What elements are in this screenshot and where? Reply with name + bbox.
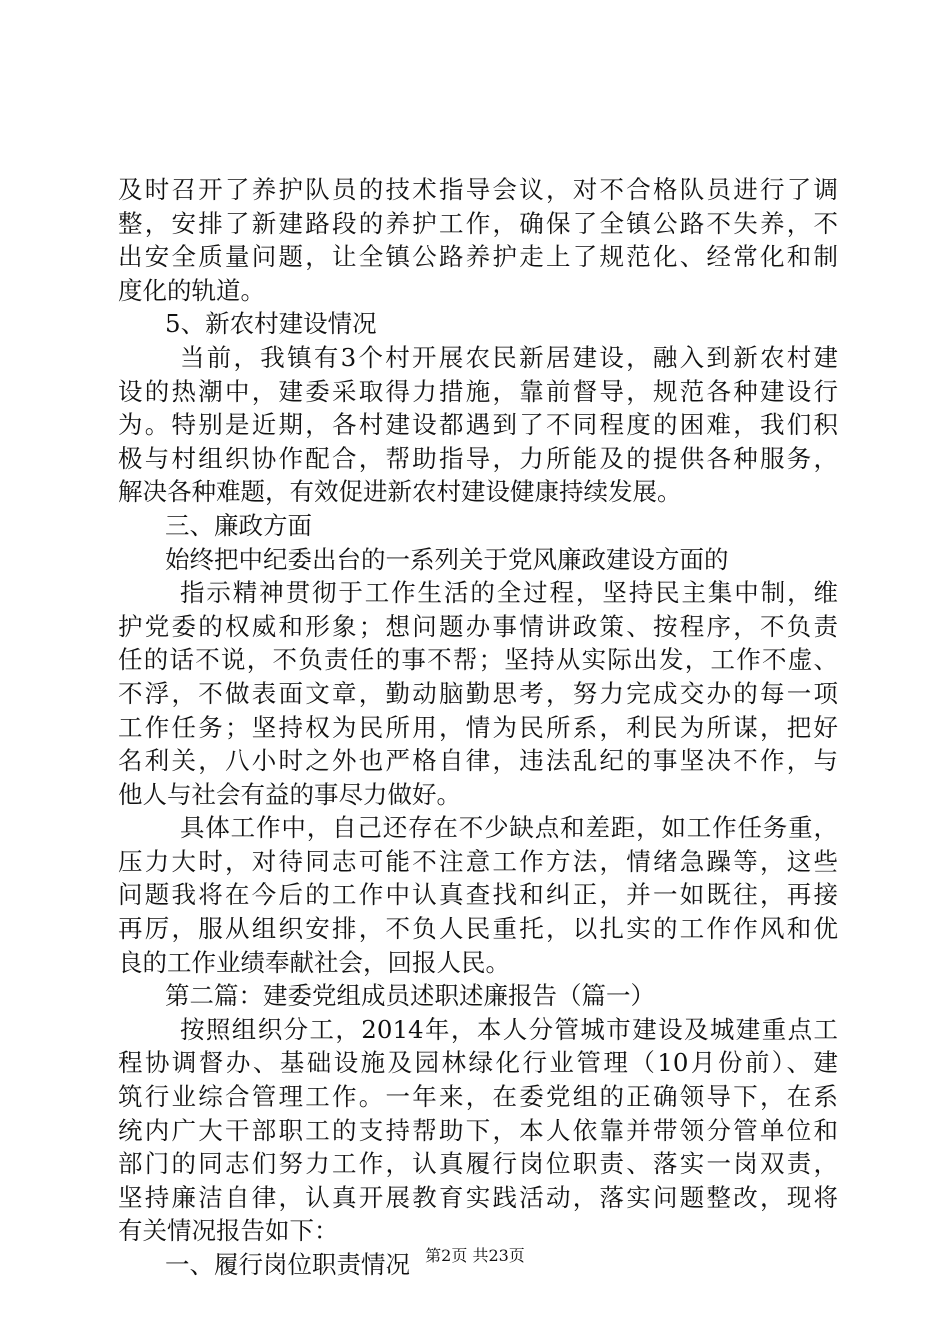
text-line: 程协调督办、基础设施及园林绿化行业管理（10月份前）、建 [118,1048,838,1078]
text-line: 不浮，不做表面文章，勤动脑勤思考，努力完成交办的每一项 [118,678,838,708]
text-line: 极与村组织协作配合，帮助指导，力所能及的提供各种服务， [118,443,838,473]
text-line: 坚持廉洁自律，认真开展教育实践活动，落实问题整改，现将 [118,1182,838,1212]
section-heading: 一、履行岗位职责情况 [165,1250,410,1279]
section-heading: 5、新农村建设情况 [165,309,377,339]
text-line: 压力大时，对待同志可能不注意工作方法，情绪急躁等，这些 [118,846,838,876]
text-line: 指示精神贯彻于工作生活的全过程，坚持民主集中制，维 [180,578,838,608]
text-line: 整，安排了新建路段的养护工作，确保了全镇公路不失养，不 [118,208,838,238]
text-line: 筑行业综合管理工作。一年来，在委党组的正确领导下，在系 [118,1082,838,1112]
section-heading: 第二篇：建委党组成员述职述廉报告（篇一） [165,981,655,1011]
text-line: 为。特别是近期，各村建设都遇到了不同程度的困难，我们积 [118,410,838,440]
text-line: 及时召开了养护队员的技术指导会议，对不合格队员进行了调 [118,175,838,204]
text-line: 解决各种难题，有效促进新农村建设健康持续发展。 [118,477,682,507]
text-line: 度化的轨道。 [118,275,265,305]
text-line: 出安全质量问题，让全镇公路养护走上了规范化、经常化和制 [118,242,838,272]
text-line: 任的话不说，不负责任的事不帮；坚持从实际出发，工作不虚、 [118,645,838,675]
text-line: 他人与社会有益的事尽力做好。 [118,779,461,809]
text-line: 护党委的权威和形象；想问题办事情讲政策、按程序，不负责 [118,611,838,641]
text-line: 始终把中纪委出台的一系列关于党风廉政建设方面的 [165,544,729,574]
text-line: 统内广大干部职工的支持帮助下，本人依靠并带领分管单位和 [118,1115,838,1145]
text-line: 具体工作中，自己还存在不少缺点和差距，如工作任务重， [180,813,838,843]
text-line: 名利关，八小时之外也严格自律，违法乱纪的事坚决不作，与 [118,746,838,776]
text-line: 当前，我镇有3个村开展农民新居建设，融入到新农村建 [180,342,838,372]
text-line: 问题我将在今后的工作中认真查找和纠正，并一如既往，再接 [118,880,838,910]
text-line: 部门的同志们努力工作，认真履行岗位职责、落实一岗双责， [118,1149,838,1179]
text-line: 良的工作业绩奉献社会，回报人民。 [118,947,510,977]
section-heading: 三、廉政方面 [165,510,312,540]
page-number-footer: 第2页 共23页 [425,1246,525,1265]
document-body [118,173,838,1282]
text-line: 设的热潮中，建委采取得力措施，靠前督导，规范各种建设行 [118,376,838,406]
text-line: 按照组织分工，2014年，本人分管城市建设及城建重点工 [180,1014,838,1044]
text-line: 工作任务；坚持权为民所用，情为民所系，利民为所谋，把好 [118,712,838,742]
text-line: 有关情况报告如下： [118,1216,339,1246]
text-line: 再厉，服从组织安排，不负人民重托，以扎实的工作作风和优 [118,914,838,944]
